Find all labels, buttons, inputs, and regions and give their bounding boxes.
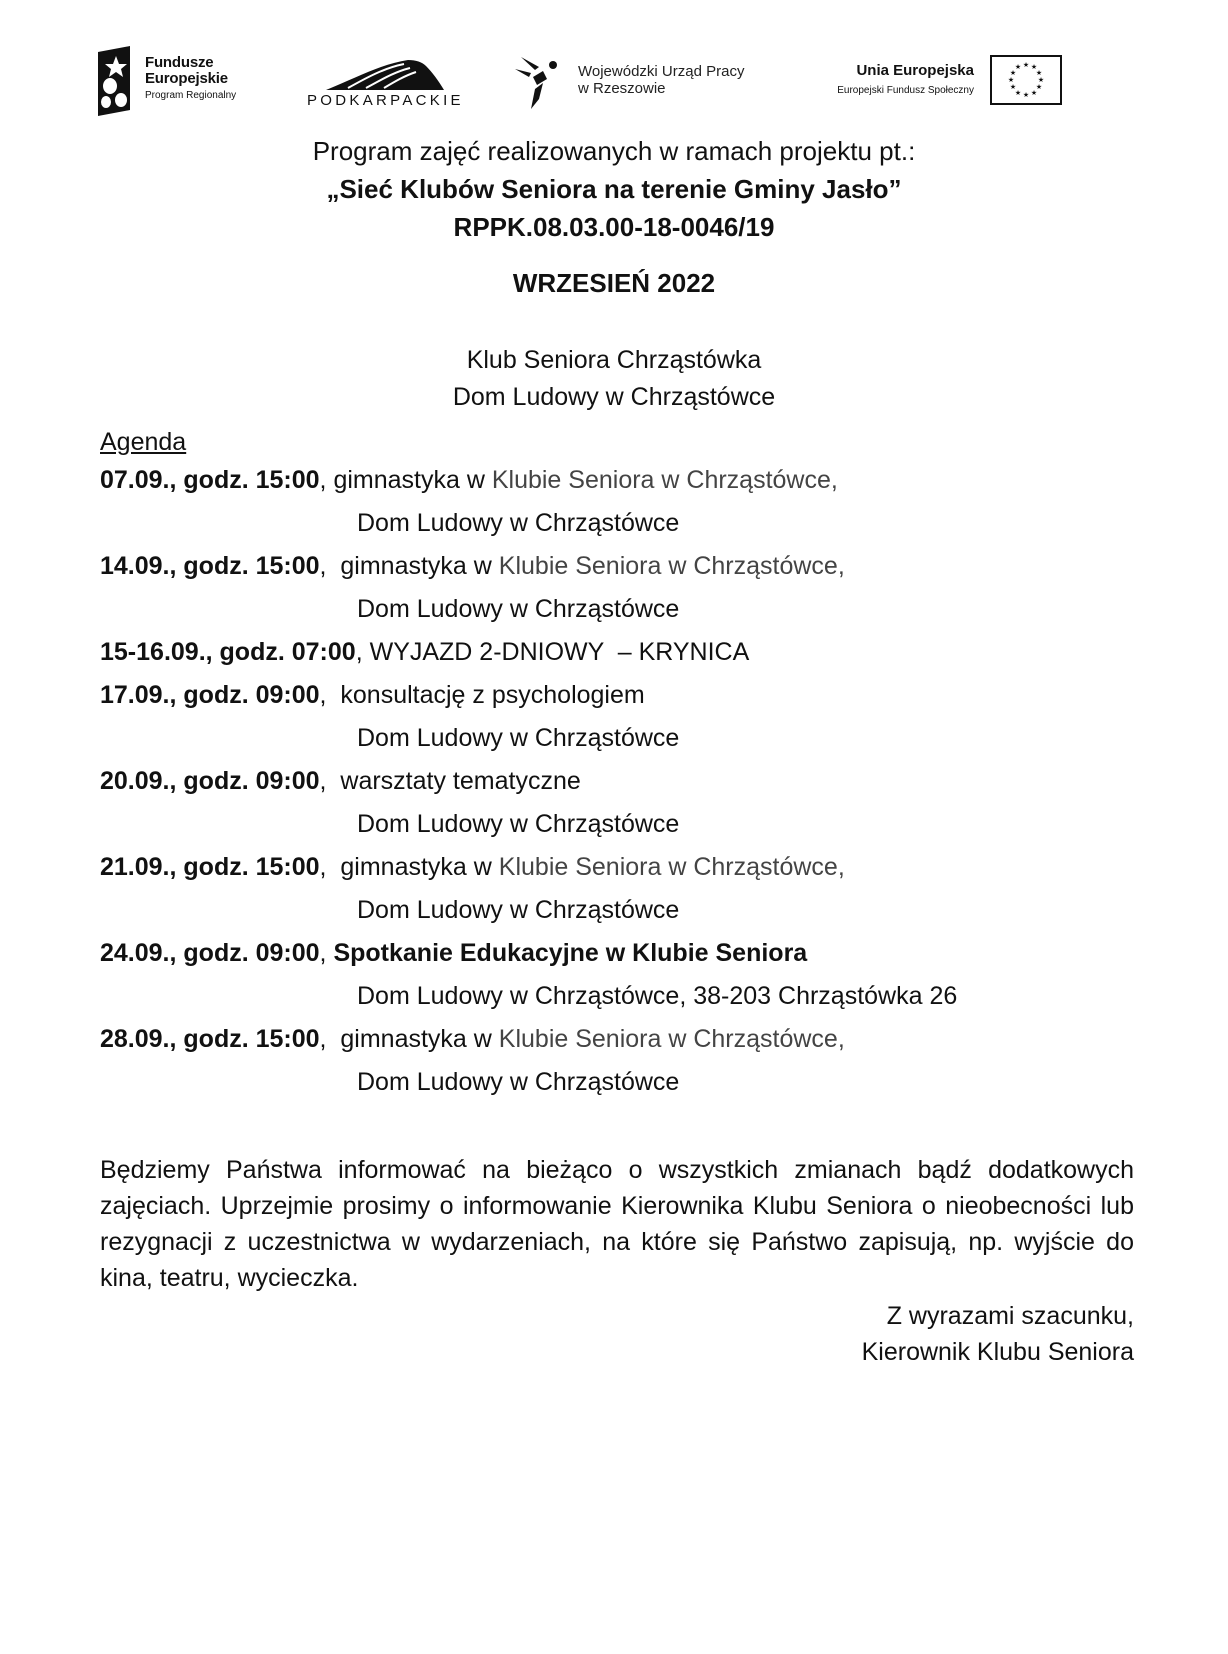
- svg-text:★: ★: [1014, 89, 1022, 97]
- agenda-venue: Dom Ludowy w Chrząstówce: [357, 509, 680, 537]
- svg-text:★: ★: [1022, 91, 1030, 99]
- agenda-venue: Dom Ludowy w Chrząstówce: [357, 595, 680, 623]
- logo-text: Europejskie: [145, 70, 228, 87]
- fundusze-europejskie-logo: [145, 55, 236, 101]
- svg-text:★: ★: [1014, 63, 1022, 71]
- agenda-place: Klubie Seniora w Chrząstówce,: [491, 466, 838, 494]
- svg-text:★: ★: [1030, 89, 1038, 97]
- agenda-activity: konsultację z psychologiem: [340, 681, 645, 709]
- agenda-item: [100, 767, 581, 796]
- agenda-activity: warsztaty tematyczne: [340, 767, 581, 795]
- separator: ,: [355, 638, 370, 666]
- logo-bar: [0, 0, 1228, 130]
- svg-text:★: ★: [1035, 69, 1043, 77]
- logo-text: Program Regionalny: [145, 90, 237, 101]
- svg-text:★: ★: [1009, 83, 1017, 91]
- agenda-item: [100, 939, 807, 968]
- agenda-date: 20.09., godz. 09:00: [100, 767, 320, 795]
- podkarpackie-logo: PODKARPACKIE: [307, 92, 464, 109]
- agenda-activity: gimnastyka w: [340, 552, 499, 580]
- agenda-activity: gimnastyka w: [340, 1025, 499, 1053]
- signature-signer: Kierownik Klubu Seniora: [861, 1338, 1134, 1366]
- agenda-item: [100, 466, 838, 495]
- logo-text: Fundusze: [145, 54, 214, 71]
- logo-text: Unia Europejska: [856, 62, 974, 79]
- separator: ,: [319, 853, 341, 881]
- svg-text:★: ★: [1007, 76, 1015, 84]
- svg-text:★: ★: [1022, 61, 1030, 69]
- project-title: „Sieć Klubów Seniora na terenie Gminy Jasło”: [326, 174, 902, 204]
- agenda-item: [100, 552, 845, 581]
- month-heading: WRZESIEŃ 2022: [512, 268, 716, 298]
- wup-figure-icon: [513, 55, 559, 109]
- club-venue: Dom Ludowy w Chrząstówce: [452, 383, 776, 411]
- agenda-activity: gimnastyka w: [340, 853, 499, 881]
- agenda-venue: Dom Ludowy w Chrząstówce: [357, 724, 680, 752]
- ue-logo: [806, 62, 974, 96]
- agenda-venue: Dom Ludowy w Chrząstówce: [357, 1068, 680, 1096]
- agenda-venue: Dom Ludowy w Chrząstówce, 38-203 Chrząstówka 26: [357, 982, 958, 1010]
- wup-logo: [578, 63, 744, 97]
- separator: ,: [319, 552, 341, 580]
- logo-text: w Rzeszowie: [578, 80, 666, 97]
- separator: ,: [319, 466, 334, 494]
- separator: ,: [319, 1025, 341, 1053]
- agenda-venue: Dom Ludowy w Chrząstówce: [357, 896, 680, 924]
- agenda-item: [100, 1025, 845, 1054]
- agenda-activity: Spotkanie Edukacyjne w Klubie Seniora: [333, 939, 808, 967]
- agenda-item: [100, 638, 749, 667]
- logo-text: Europejski Fundusz Społeczny: [837, 85, 974, 96]
- agenda-item: [100, 853, 845, 882]
- agenda-activity: gimnastyka w: [333, 466, 492, 494]
- notice-paragraph: Będziemy Państwa informować na bieżąco o wszystkich zmianach bądź dodatkowych zajęciach. Uprzejmie prosimy o informowanie Kierownika Klubu Seniora o nieobecności lub rezygnacji z uczestnictwa w wydarzeniach, na które się Państwo zapisują, np. wyjście do kina, teatru, wycieczka.: [100, 1156, 1134, 1292]
- agenda-item: [100, 681, 645, 710]
- separator: ,: [319, 681, 341, 709]
- agenda-activity: WYJAZD 2-DNIOWY – KRYNICA: [369, 638, 750, 666]
- agenda-date: 28.09., godz. 15:00: [100, 1025, 320, 1053]
- agenda-date: 21.09., godz. 15:00: [100, 853, 320, 881]
- podkarpackie-mountains-icon: [326, 58, 444, 90]
- agenda-date: 14.09., godz. 15:00: [100, 552, 320, 580]
- agenda-date: 24.09., godz. 09:00: [100, 939, 320, 967]
- agenda-place: Klubie Seniora w Chrząstówce,: [498, 1025, 845, 1053]
- logo-text: Wojewódzki Urząd Pracy: [578, 63, 745, 80]
- club-name: Klub Seniora Chrząstówka: [466, 346, 762, 374]
- agenda-date: 17.09., godz. 09:00: [100, 681, 320, 709]
- agenda-place: Klubie Seniora w Chrząstówce,: [498, 552, 845, 580]
- signature-closing: Z wyrazami szacunku,: [886, 1302, 1134, 1330]
- fundusze-europejskie-star-icon: [96, 46, 132, 116]
- agenda-date: 07.09., godz. 15:00: [100, 466, 320, 494]
- header-intro: Program zajęć realizowanych w ramach projektu pt.:: [312, 136, 916, 166]
- agenda-venue: Dom Ludowy w Chrząstówce: [357, 810, 680, 838]
- agenda-label: Agenda: [100, 428, 187, 456]
- project-code: RPPK.08.03.00-18-0046/19: [453, 212, 775, 242]
- svg-text:★: ★: [1035, 83, 1043, 91]
- agenda-date: 15-16.09., godz. 07:00: [100, 638, 356, 666]
- separator: ,: [319, 767, 341, 795]
- svg-text:★: ★: [1030, 63, 1038, 71]
- eu-flag-icon: [990, 55, 1062, 105]
- svg-text:★: ★: [1009, 69, 1017, 77]
- separator: ,: [319, 939, 334, 967]
- agenda-place: Klubie Seniora w Chrząstówce,: [498, 853, 845, 881]
- svg-text:★: ★: [1037, 76, 1045, 84]
